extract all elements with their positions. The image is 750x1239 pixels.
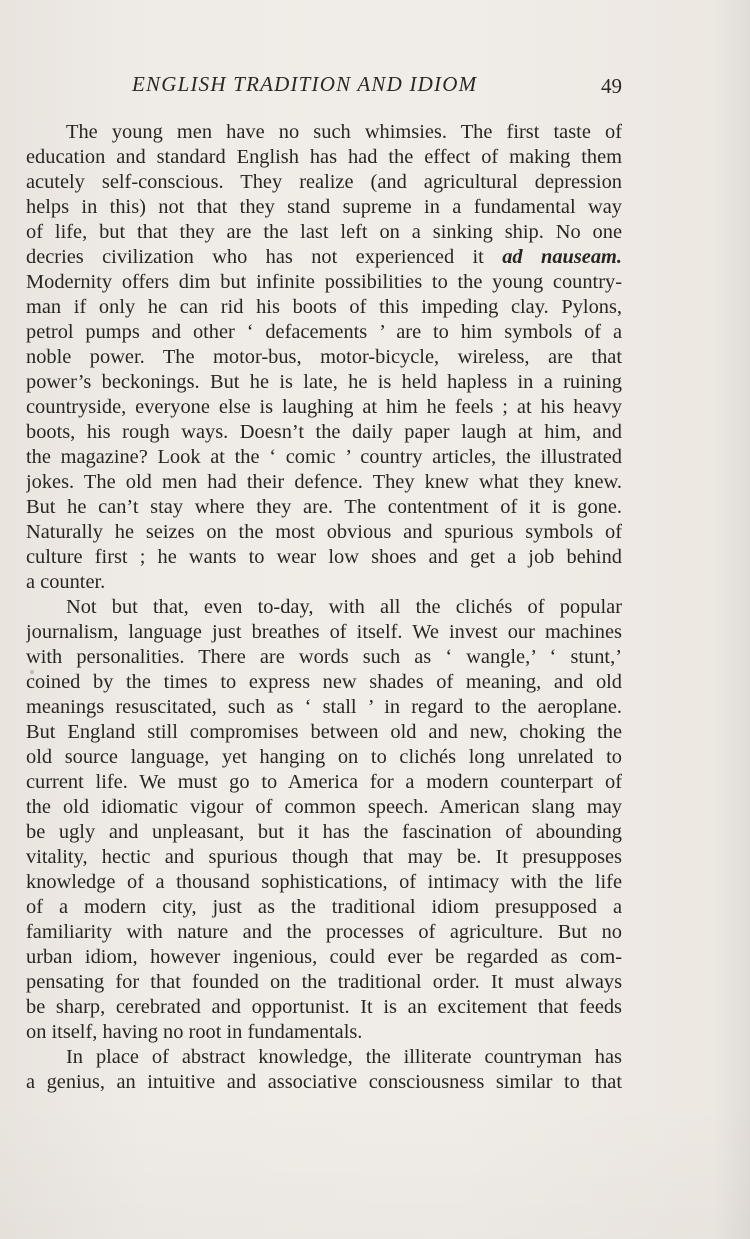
text-line: of a modern city, just as the traditional idiom presupposed a <box>26 896 622 918</box>
text-line: with personalities. There are words such as ‘ wangle,’ ‘ stunt,’ <box>26 646 622 668</box>
page-number: 49 <box>601 74 622 98</box>
text-line: vitality, hectic and spurious though that may be. It presupposes <box>26 846 622 868</box>
page-header <box>26 72 622 96</box>
text-line: journalism, language just breathes of itself. We invest our machines <box>26 621 622 643</box>
text-line-italic-phrase: decries civilization who has not experienced it ad nauseam. <box>26 246 622 268</box>
italic-phrase: ad nauseam. <box>502 246 622 268</box>
page-edge-shadow <box>714 0 750 1239</box>
text-line: coined by the times to express new shades of meaning, and old <box>26 671 622 693</box>
text-line: current life. We must go to America for a modern counterpart of <box>26 771 622 793</box>
text-line: meanings resuscitated, such as ‘ stall ’ in regard to the aeroplane. <box>26 696 622 718</box>
text-line: education and standard English has had the effect of making them <box>26 146 622 168</box>
text-line: the old idiomatic vigour of common speech. American slang may <box>26 796 622 818</box>
text-line: a counter. <box>26 571 106 593</box>
text-line: be ugly and unpleasant, but it has the fascination of abounding <box>26 821 622 843</box>
text-line: Modernity offers dim but infinite possibilities to the young country- <box>26 271 622 293</box>
text-line: on itself, having no root in fundamentals. <box>26 1021 363 1043</box>
paragraph-2 <box>26 595 622 1045</box>
text-line: man if only he can rid his boots of this impeding clay. Pylons, <box>26 296 622 318</box>
text-line: petrol pumps and other ‘ defacements ’ are to him symbols of a <box>26 321 622 343</box>
text-line: urban idiom, however ingenious, could ever be regarded as com- <box>26 946 622 968</box>
running-title: ENGLISH TRADITION AND IDIOM <box>132 72 478 96</box>
text-line: knowledge of a thousand sophistications, of intimacy with the life <box>26 871 622 893</box>
text-line: the magazine? Look at the ‘ comic ’ country articles, the illustrated <box>26 446 622 468</box>
page-body <box>26 120 622 1110</box>
text-line: old source language, yet hanging on to clichés long unrelated to <box>26 746 622 768</box>
text-line: of life, but that they are the last left on a sinking ship. No one <box>26 221 622 243</box>
text-line: countryside, everyone else is laughing at him he feels ; at his heavy <box>26 396 622 418</box>
text-line: The young men have no such whimsies. The first taste of <box>66 121 622 143</box>
text-line: But England still compromises between old and new, choking the <box>26 721 622 743</box>
text-line: culture first ; he wants to wear low shoes and get a job behind <box>26 546 622 568</box>
paragraph-3 <box>26 1045 622 1095</box>
text-line: power’s beckonings. But he is late, he is held hapless in a ruining <box>26 371 622 393</box>
text-line: boots, his rough ways. Doesn’t the daily paper laugh at him, and <box>26 421 622 443</box>
text-line: a genius, an intuitive and associative consciousness similar to that <box>26 1071 622 1093</box>
text-line: be sharp, cerebrated and opportunist. It is an excitement that feeds <box>26 996 622 1018</box>
text-line: acutely self-conscious. They realize (and agricultural depression <box>26 171 622 193</box>
page-bottom-fade <box>0 1099 750 1239</box>
text-line: Naturally he seizes on the most obvious and spurious symbols of <box>26 521 622 543</box>
text-line: jokes. The old men had their defence. They knew what they knew. <box>26 471 622 493</box>
text-line: pensating for that founded on the traditional order. It must always <box>26 971 622 993</box>
text-line: noble power. The motor-bus, motor-bicycle, wireless, are that <box>26 346 622 368</box>
text-line: In place of abstract knowledge, the illiterate countryman has <box>66 1046 622 1068</box>
paragraph-1 <box>26 120 622 595</box>
text-line: familiarity with nature and the processes of agriculture. But no <box>26 921 622 943</box>
text-line: helps in this) not that they stand supreme in a fundamental way <box>26 196 622 218</box>
text-line: But he can’t stay where they are. The contentment of it is gone. <box>26 496 622 518</box>
text-line: Not but that, even to-day, with all the clichés of popular <box>66 596 622 618</box>
